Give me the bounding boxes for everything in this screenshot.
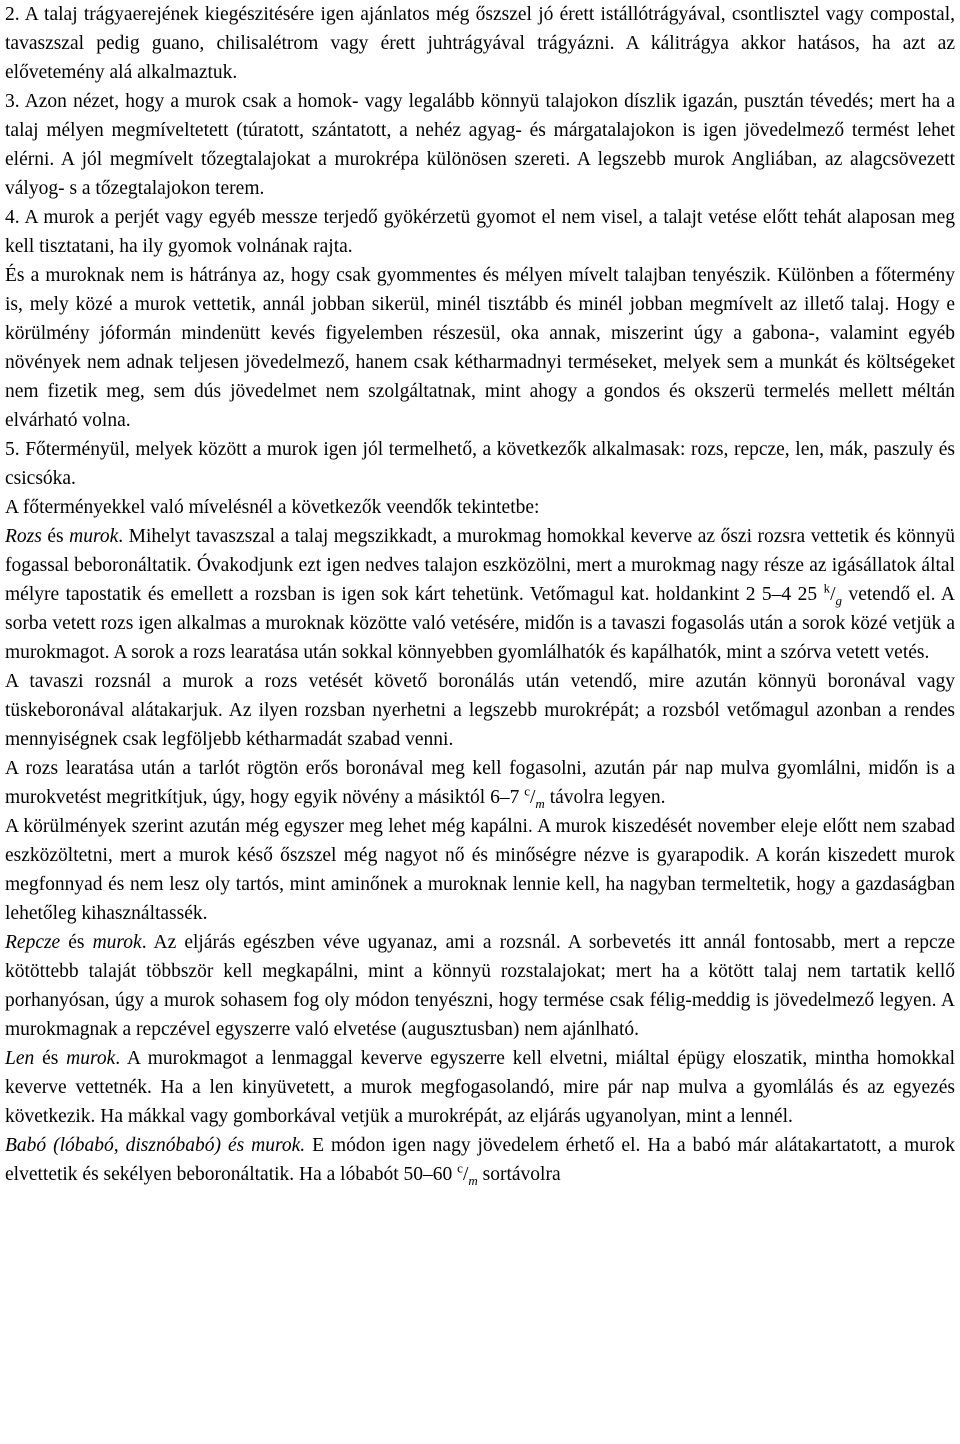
paragraph-text: és (41, 526, 70, 547)
italic-text: Babó (lóbabó, disznóbabó) és murok. (5, 1135, 306, 1156)
paragraph (5, 203, 955, 261)
paragraph (5, 435, 955, 493)
paragraph-text: 3. Azon nézet, hogy a murok csak a homok- vagy legalább könnyü talajokon díszlik igazán, pusztán tévedés; mert ha a talaj mélyen megmíveltetett (túratott, szántatott, a nehéz agyag- és márgatalajokon is igen jövedelmező termést lehet elérni. A jól megmívelt tőzegtalajokat a murokrépa különösen szereti. A legszebb murok Angliában, az alagcsövezett vályog- s a tőzegtalajokon terem. (5, 91, 955, 199)
italic-text: murok (69, 526, 119, 547)
paragraph (5, 0, 955, 87)
paragraph (5, 812, 955, 928)
paragraph (5, 1131, 955, 1189)
paragraph (5, 667, 955, 754)
paragraph (5, 493, 955, 522)
paragraph-text: . A murokmagot a lenmaggal keverve egyszerre kell elvetni, miáltal épügy eloszatik, mintha homokkal keverve vettetnék. Ha a len kinyüvetett, a murok megfogasolandó, mire pár nap mulva a gyomlálás és az egyezés következik. Ha mákkal vagy gomborkával vetjük a murokrépát, az eljárás ugyanolyan, mint a lennél. (5, 1048, 955, 1127)
paragraph-text: A rozs learatása után a tarlót rögtön erős boronával meg kell fogasolni, azután pár nap mulva gyomlálni, midőn is a murokvetést megritkítjuk, úgy, hogy egyik növény a másiktól 6–7 (5, 758, 955, 808)
italic-text: Len (5, 1048, 35, 1069)
paragraph-text: A főterményekkel való mívelésnél a következők veendők tekintetbe: (5, 497, 540, 518)
paragraph-text: A tavaszi rozsnál a murok a rozs vetését követő boronálás után vetendő, mire azután könnyü boronával vagy tüskeboronával alátakarjuk. Az ilyen rozsban nyerhetni a legszebb murokrépát; a rozsból vetőmagul azonban a rendes mennyiségnek csak legföljebb kétharmadát szabad venni. (5, 671, 955, 750)
paragraph-text: / (462, 1164, 469, 1185)
italic-text: Rozs (5, 526, 42, 547)
superscript-text: c (457, 1160, 463, 1176)
subscript-text: m (468, 1172, 478, 1188)
italic-text: murok (92, 932, 142, 953)
paragraph-text: / (830, 584, 836, 605)
paragraph-text: . Mihelyt tavaszszal a talaj megszikkadt, a murokmag homokkal keverve az őszi rozsra vettetik és könnyü fogassal beboronáltatik. Óvakodjunk ezt igen nedves talajon eszközölni, mert a murokmag nagy része az igásállatok által mélyre tapostatik és emellett a rozsban is igen sok kárt tehetünk. Vetőmagul kat. holdankint 2 5–4 25 (5, 526, 955, 605)
superscript-text: c (524, 783, 530, 799)
paragraph (5, 928, 955, 1044)
paragraph-text: A körülmények szerint azután még egyszer meg lehet még kapálni. A murok kiszedését november eleje előtt nem szabad eszközöltetni, mert a murok késő őszszel még nagyot nő és minőségre nézve is gyarapodik. A korán kiszedett murok megfonnyad és nem lesz oly tartós, mint aminőnek a muroknak lennie kell, ha nagyban termeltetik, hogy a gazdaságban lehetőleg kihasználtassék. (5, 816, 955, 924)
italic-text: murok (66, 1048, 116, 1069)
italic-text: Repcze (5, 932, 61, 953)
paragraph-text: vetendő el. A sorba vetett rozs igen alkalmas a muroknak közötte való vetésére, midőn is a tavaszi fogasolás után a sorok közé vetjük a murokmagot. A sorok a rozs learatása után sokkal könnyebben gyomlálhatók és kapálhatók, mint a szórva vetett vetés. (5, 584, 956, 663)
paragraph (5, 754, 955, 812)
paragraph-text: sortávolra (477, 1164, 561, 1185)
paragraph-text: 5. Főterményül, melyek között a murok igen jól termelhető, a következők alkalmasak: rozs, repcze, len, mák, paszuly és csicsóka. (5, 439, 955, 489)
paragraph-text: . Az eljárás egészben véve ugyanaz, ami a rozsnál. A sorbevetés itt annál fontosabb, mert a repcze kötöttebb talaját többször kell megkapálni, mint a könnyü rozstalajokat; mert ha a kötött talaj nem tartatik kellő porhanyósan, úgy a murok sohasem fog oly módon tenyészni, hogy termése csak félig-meddig is jövedelmező legyen. A murokmagnak a repczével egyszerre való elvetése (augusztusban) nem ajánlható. (5, 932, 956, 1040)
subscript-text: g (835, 592, 842, 608)
paragraph (5, 87, 955, 203)
paragraph-text: 4. A murok a perjét vagy egyéb messze terjedő gyökérzetü gyomot el nem visel, a talajt vetése előtt tehát alaposan meg kell tisztatani, ha ily gyomok volnának rajta. (5, 207, 955, 257)
paragraph-text: E módon igen nagy jövedelem érhető el. Ha a babó már alátakartatott, a murok elvettetik és sekélyen beboronáltatik. Ha a lóbabót 50–60 (5, 1135, 955, 1185)
paragraph-text: és (34, 1048, 67, 1069)
paragraph-text: És a muroknak nem is hátránya az, hogy csak gyommentes és mélyen mívelt talajban tenyészik. Különben a főtermény is, mely közé a murok vettetik, annál jobban sikerül, minél tisztább és minél jobban megmívelt az illető talaj. Hogy e körülmény jóformán mindenütt kevés figyelemben részesül, oka annak, miszerint úgy a gabona-, valamint egyéb növények nem adnak teljesen jövedelmező, hanem csak kétharmadnyi terméseket, melyek sem a munkát és költségeket nem fizetik meg, sem dús jövedelmet nem szolgáltatnak, mint ahogy a gondos és okszerü termelés mellett méltán elvárható volna. (5, 265, 955, 431)
paragraph (5, 261, 955, 435)
superscript-text: k (823, 580, 831, 596)
subscript-text: m (535, 795, 545, 811)
paragraph-text: és (60, 932, 93, 953)
paragraph (5, 1044, 955, 1131)
paragraph-text: / (530, 787, 536, 808)
paragraph-text: távolra legyen. (544, 787, 666, 808)
paragraph (5, 522, 955, 667)
paragraph-text: 2. A talaj trágyaerejének kiegészitésére igen ajánlatos még őszszel jó érett istállótrágyával, csontlisztel vagy compostal, tavaszszal pedig guano, chilisalétrom vagy érett juhtrágyával trágyázni. A kálitrágya akkor hatásos, ha azt az elővetemény alá alkalmaztuk. (5, 4, 955, 83)
